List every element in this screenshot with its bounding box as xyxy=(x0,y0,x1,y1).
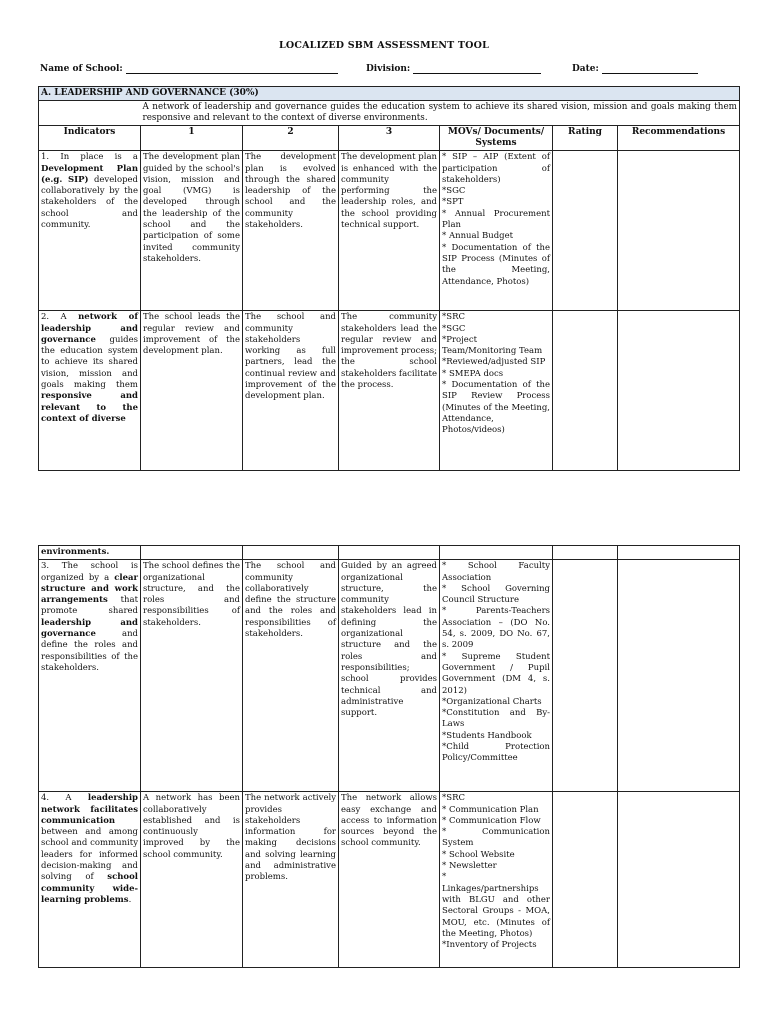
recommendations-cell[interactable] xyxy=(618,560,740,792)
level-3-cell: The community stakeholders lead the regular review and improvement process; the school stakeholders facilitate the process. xyxy=(339,311,440,471)
rating-cell[interactable] xyxy=(553,151,618,311)
indicator-cell xyxy=(39,792,141,968)
date-line[interactable] xyxy=(602,64,698,74)
section-header-row xyxy=(39,87,740,101)
column-header-row xyxy=(39,126,740,151)
col-header-recommendations: Recommendations xyxy=(618,126,740,151)
description-spacer xyxy=(39,101,141,126)
table-row xyxy=(39,151,740,311)
mov-item: * Parents-Teachers Association – (DO No. 54, s. 2009, DO No. 67, s. 2009 xyxy=(442,606,550,651)
indicator-continued: environments. xyxy=(39,546,141,560)
school-name-label: Name of School: xyxy=(40,64,123,74)
level-1-cell: A network has been collaboratively established and is continuously improved by the school community. xyxy=(141,792,243,968)
indicator-cell xyxy=(39,311,141,471)
movs-cell xyxy=(440,792,553,968)
indicator-text-part: 4. A xyxy=(41,793,88,804)
indicator-text-part: leadership and governance xyxy=(41,617,138,640)
col-header-level-2: 2 xyxy=(243,126,339,151)
date-label: Date: xyxy=(572,64,599,74)
mov-item: Linkages/partnerships with BLGU and other Sectoral Groups - MOA, MOU, etc. (Minutes of the Meeting, Photos) xyxy=(442,883,550,939)
mov-item: *SRC xyxy=(442,793,465,804)
level-2-cell: The network actively provides stakeholders information for making decisions and solving learning and administrative problems. xyxy=(243,792,339,968)
level-2-cell: The development plan is evolved through the shared leadership of the school and the community stakeholders. xyxy=(243,151,339,311)
indicator-text-part: Development Plan (e.g. SIP) xyxy=(41,163,138,185)
mov-item: *SRC xyxy=(442,312,465,323)
rating-cell[interactable] xyxy=(553,560,618,792)
level-3-cell: The development plan is enhanced with the community performing the leadership roles, and the school providing technical support. xyxy=(339,151,440,311)
level-2-cell: The school and community collaboratively define the structure and the roles and responsibilities of stakeholders. xyxy=(243,560,339,792)
assessment-table-page-part-2 xyxy=(38,545,740,968)
division-line[interactable] xyxy=(413,64,541,74)
indicator-text-part: that promote shared xyxy=(41,595,138,617)
level-3-cell: Guided by an agreed organizational structure, the community stakeholders lead in defining the organizational structure and the roles and responsibilities; school provides technical and administrative support. xyxy=(339,560,440,792)
col-header-movs: MOVs/ Documents/ Systems xyxy=(440,126,553,151)
mov-item: * Communication System xyxy=(442,827,550,849)
mov-item: * Annual Budget xyxy=(442,231,514,242)
mov-item: * Communication Flow xyxy=(442,815,541,826)
mov-item: * School Governing Council Structure xyxy=(442,583,550,606)
col-header-rating: Rating xyxy=(553,126,618,151)
mov-item: *Child Protection Policy/Committee xyxy=(442,742,550,764)
indicator-text-part: 2. A xyxy=(41,312,79,323)
indicator-text-part: 3. The school is organized by a xyxy=(41,561,138,583)
col-header-level-3: 3 xyxy=(339,126,440,151)
rating-cell[interactable] xyxy=(553,311,618,471)
mov-item: *Constitution and By-Laws xyxy=(442,708,550,730)
mov-item: * Documentation of the SIP Process (Minutes of the Meeting, Attendance, Photos) xyxy=(442,242,550,287)
mov-item: *SPT xyxy=(442,197,464,208)
level-3-cell: The network allows easy exchange and access to information sources beyond the school community. xyxy=(339,792,440,968)
mov-item: * Communication Plan xyxy=(442,804,539,815)
indicator-text-part: guides the education system to achieve its shared vision, mission and goals making them xyxy=(41,334,138,391)
recommendations-cell[interactable] xyxy=(618,792,740,968)
mov-item: * SIP – AIP (Extent of participation of stakeholders) xyxy=(442,152,550,185)
level-2-cell: The school and community stakeholders working as full partners, lead the continual review and improvement of the development plan. xyxy=(243,311,339,471)
mov-item: * xyxy=(442,872,447,883)
movs-cell xyxy=(440,151,553,311)
mov-item: * School Website xyxy=(442,849,515,860)
mov-item: *Inventory of Projects xyxy=(442,940,537,951)
level-1-cell: The school leads the regular review and improvement of the development plan. xyxy=(141,311,243,471)
movs-cell xyxy=(440,560,553,792)
mov-item: *Students Handbook xyxy=(442,730,532,741)
table-row xyxy=(39,311,740,471)
section-description: A network of leadership and governance guides the education system to achieve its shared vision, mission and goals making them responsive and relevant to the context of diverse environments. xyxy=(141,101,740,126)
mov-item: * Supreme Student Government / Pupil Government (DM 4, s. 2012) xyxy=(442,651,550,696)
indicator-text-part: between and among school and community leaders for informed decision-making and solving of xyxy=(41,827,138,883)
rating-cell[interactable] xyxy=(553,792,618,968)
mov-item: *Project Team/Monitoring Team xyxy=(442,334,543,357)
indicator-text-part: developed collaboratively by the stakeholders of the school and community. xyxy=(41,174,138,231)
rating-cell[interactable] xyxy=(553,546,618,560)
section-title: A. LEADERSHIP AND GOVERNANCE (30%) xyxy=(39,87,740,101)
level-1-cell: The school defines the organizational structure, and the roles and responsibilities of stakeholders. xyxy=(141,560,243,792)
indicator-cell xyxy=(39,560,141,792)
mov-item: * Annual Procurement Plan xyxy=(442,208,550,231)
recommendations-cell[interactable] xyxy=(618,546,740,560)
mov-item: * School Faculty Association xyxy=(442,561,550,583)
table-row xyxy=(39,792,740,968)
indicator-cell xyxy=(39,151,141,311)
level-1-cell: The development plan guided by the school's vision, mission and goal (VMG) is developed through the leadership of the school and the participation of some invited community stakeholders. xyxy=(141,151,243,311)
division-field[interactable] xyxy=(366,64,541,74)
section-description-row xyxy=(39,101,740,126)
recommendations-cell[interactable] xyxy=(618,311,740,471)
indicator-text-part: responsive and relevant to the context of diverse xyxy=(41,391,138,424)
indicator-text-part: and define the roles and responsibilities of the stakeholders. xyxy=(41,629,138,673)
page-title: LOCALIZED SBM ASSESSMENT TOOL xyxy=(279,40,489,51)
date-field[interactable] xyxy=(572,64,698,74)
indicator-text-part: 1. In place is a xyxy=(41,152,138,163)
mov-item: *SGC xyxy=(442,323,466,334)
school-name-field[interactable] xyxy=(40,64,338,74)
table-row xyxy=(39,560,740,792)
recommendations-cell[interactable] xyxy=(618,151,740,311)
division-label: Division: xyxy=(366,64,411,74)
indicator-text-part: leadership network facilitates communication xyxy=(41,793,138,826)
assessment-table-page-part-1 xyxy=(38,86,740,471)
indicator-text-part: network of leadership and governance xyxy=(41,312,139,345)
indicator-text-part: clear structure and work arrangements xyxy=(41,572,138,606)
mov-item: * SMEPA docs xyxy=(442,368,504,379)
table-row-continued xyxy=(39,546,740,560)
school-name-line[interactable] xyxy=(126,64,338,74)
col-header-indicators: Indicators xyxy=(39,126,141,151)
movs-cell xyxy=(440,311,553,471)
mov-item: *SGC xyxy=(442,186,466,197)
mov-item: *Organizational Charts xyxy=(442,696,542,707)
indicator-text-part: school community wide-learning problems xyxy=(41,872,138,905)
indicator-text-part: . xyxy=(128,894,132,905)
mov-item: *Reviewed/adjusted SIP xyxy=(442,357,546,368)
mov-item: * Documentation of the SIP Review Process (Minutes of the Meeting, Attendance, Photos/videos) xyxy=(442,380,550,436)
mov-item: * Newsletter xyxy=(442,861,497,872)
col-header-level-1: 1 xyxy=(141,126,243,151)
